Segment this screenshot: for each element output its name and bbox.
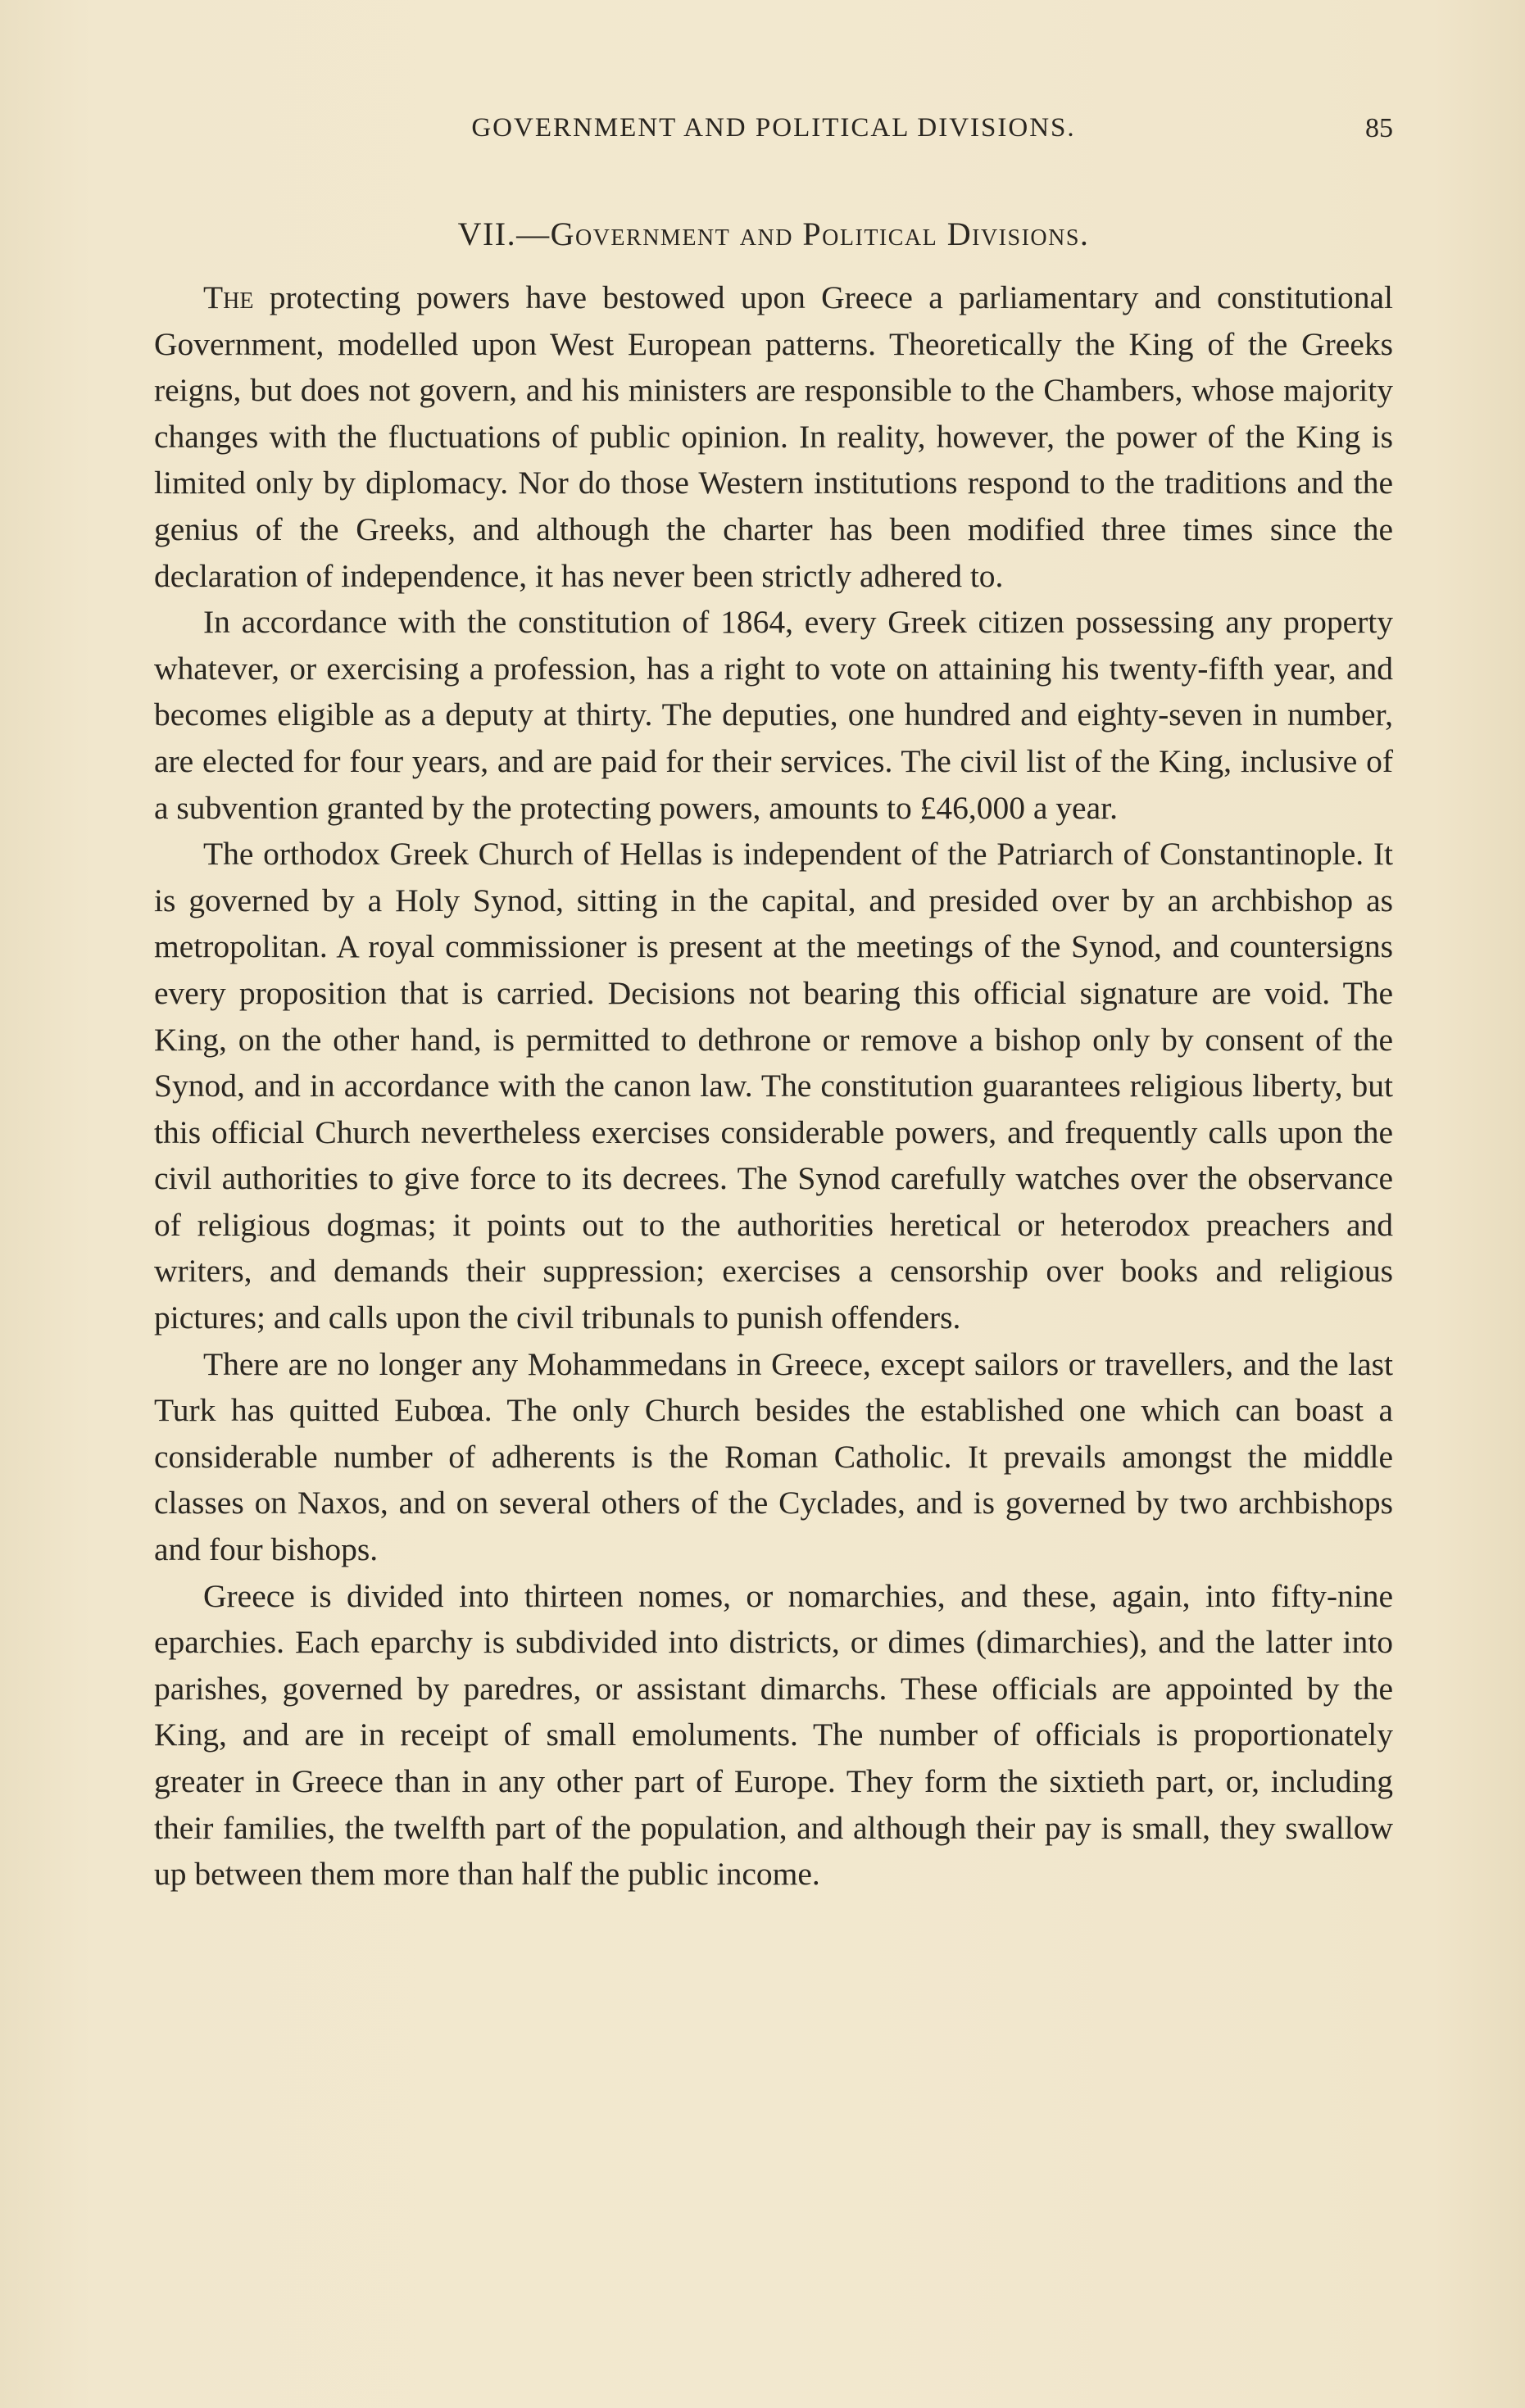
section-heading: VII.—Government and Political Divisions. [457, 215, 1090, 252]
paragraph-religions [154, 1341, 1393, 1573]
paragraph-lead-word: The [203, 279, 254, 315]
paragraph-divisions [154, 1573, 1393, 1898]
paragraph-text: In accordance with the constitution of 1864, every Greek citizen possessing any property whatever, or exercising a profession, has a right to vote on attaining his twenty-fifth year, and becomes eligible as a deputy at thirty. The deputies, one hundred and eighty-seven in number, are elected for four years, and are paid for their services. The civil list of the King, inclusive of a subvention granted by the protecting powers, amounts to £46,000 a year. [154, 604, 1393, 826]
paragraph-text: There are no longer any Mohammedans in Greece, except sailors or travellers, and the last Turk has quitted Eubœa. The only Church besides the established one which can boast a considerable number of adherents is the Roman Catholic. It prevails amongst the middle classes on Naxos, and on several others of the Cyclades, and is governed by two archbishops and four bishops. [154, 1345, 1393, 1568]
paragraph-government [154, 274, 1393, 599]
paragraph-text: The orthodox Greek Church of Hellas is independent of the Patriarch of Constantinople. It is governed by a Holy Synod, sitting in the capital, and presided over by an archbishop as metropolitan. A royal commissioner is present at the meetings of the Synod, and countersigns every proposition that is carried. Decisions not bearing this official signature are void. The King, on the other hand, is permitted to dethrone or remove a bishop only by consent of the Synod, and in accordance with the canon law. The constitution guarantees religious liberty, but this official Church nevertheless exercises considerable powers, and frequently calls upon the civil authorities to give force to its decrees. The Synod carefully watches over the observance of religious dogmas; it points out to the authorities heretical or heterodox preachers and writers, and demands their suppression; exercises a censorship over books and religious pictures; and calls upon the civil tribunals to punish offenders. [154, 836, 1393, 1336]
paragraph-church [154, 831, 1393, 1341]
running-title: GOVERNMENT AND POLITICAL DIVISIONS. [471, 113, 1076, 143]
paragraph-text: Greece is divided into thirteen nomes, or nomarchies, and these, again, into fifty-nine eparchies. Each eparchy is subdivided into districts, or dimes (dimarchies), and the latter into parishes, governed by paredres, or assistant dimarchs. These officials are appointed by the King, and are in receipt of small emoluments. The number of officials is proportionately greater in Greece than in any other part of Europe. They form the sixtieth part, or, including their families, the twelfth part of the population, and although their pay is small, they swallow up between them more than half the public income. [154, 1577, 1393, 1893]
running-head [154, 113, 1393, 154]
body-text [154, 274, 1393, 1898]
paragraph-constitution [154, 599, 1393, 831]
page-number: 85 [1365, 113, 1393, 143]
paragraph-text: protecting powers have bestowed upon Greece a parliamentary and constitutional Government, modelled upon West European patterns. Theoretically the King of the Greeks reigns, but does not govern, and his ministers are responsible to the Chambers, whose majority changes with the fluctuations of public opinion. In reality, however, the power of the King is limited only by diplomacy. Nor do those Western institutions respond to the traditions and the genius of the Greeks, and although the charter has been modified three times since the declaration of independence, it has never been strictly adhered to. [154, 279, 1393, 594]
